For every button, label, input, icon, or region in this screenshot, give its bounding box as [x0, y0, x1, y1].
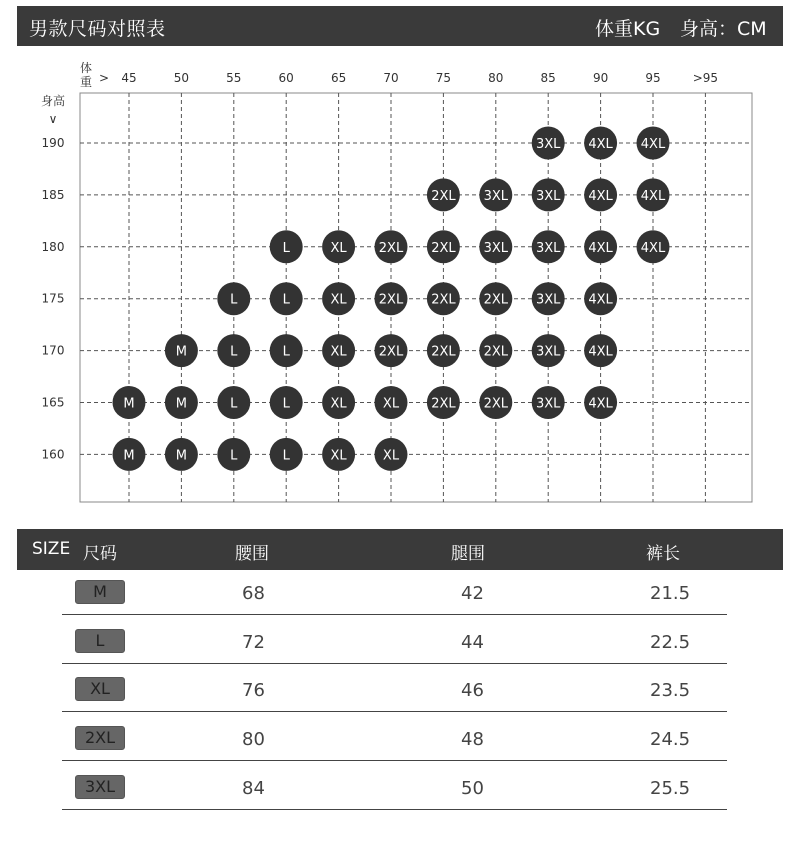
waist-value: 72 [242, 632, 265, 653]
size-badge-label: XL [330, 240, 347, 256]
thigh-value: 50 [461, 778, 484, 799]
size-chip: 3XL [75, 775, 125, 799]
weight-axis-marker: > [98, 71, 110, 85]
header-size-cn: 尺码 [83, 544, 117, 564]
size-badge [322, 230, 355, 263]
size-badge-label: 3XL [483, 240, 509, 256]
height-unit-label: 身高：CM [680, 18, 767, 40]
size-badge [165, 334, 198, 367]
size-badge [532, 334, 565, 367]
size-badge [217, 386, 250, 419]
height-tick-label: 165 [41, 395, 65, 410]
size-badge [270, 230, 303, 263]
weight-tick-label: 95 [645, 71, 661, 85]
size-badge [427, 334, 460, 367]
height-tick-label: 175 [41, 291, 65, 306]
size-badge [479, 282, 512, 315]
size-badge [322, 282, 355, 315]
size-badge-label: L [282, 292, 290, 308]
height-axis-label: 身高 [40, 94, 66, 108]
waist-value: 80 [242, 729, 265, 750]
table-row [62, 663, 727, 712]
size-badge [532, 127, 565, 160]
header-size: SIZE [32, 539, 71, 559]
length-value: 23.5 [650, 680, 691, 701]
size-chip: XL [75, 677, 125, 701]
table-row [62, 615, 727, 664]
size-badge-label: 3XL [535, 292, 561, 308]
size-table-header [17, 529, 783, 570]
size-badge-label: 2XL [378, 240, 404, 256]
size-badge-label: L [282, 396, 290, 412]
size-badge-label: L [282, 344, 290, 360]
size-badge-label: XL [330, 396, 347, 412]
size-badge-label: 2XL [431, 240, 456, 256]
size-badge [322, 386, 355, 419]
size-badge [427, 282, 460, 315]
size-badge [584, 178, 617, 211]
weight-tick-label: 75 [435, 71, 452, 85]
size-badge-label: L [230, 292, 238, 308]
size-badge [113, 386, 146, 419]
size-badge-label: M [175, 396, 188, 412]
size-badge-label: 3XL [535, 240, 561, 256]
height-tick-label: 190 [41, 136, 65, 150]
size-badge-label: XL [330, 344, 347, 360]
height-axis-marker: ∨ [48, 112, 58, 126]
size-badge-label: 3XL [535, 137, 561, 152]
title-bar [17, 6, 783, 46]
size-badge [217, 438, 250, 471]
size-badge [427, 230, 460, 263]
size-badge [270, 386, 303, 419]
size-badge-label: 4XL [640, 188, 666, 204]
size-badge-label: 2XL [378, 344, 404, 360]
size-badge-label: 4XL [588, 292, 613, 308]
size-badge-label: 3XL [535, 396, 561, 412]
size-badge-label: 3XL [535, 188, 561, 204]
size-badge-label: L [282, 448, 290, 464]
size-badge [375, 282, 408, 315]
size-badge [322, 334, 355, 367]
thigh-value: 44 [461, 632, 484, 653]
size-badge-label: L [230, 448, 238, 464]
height-tick-label: 185 [41, 187, 65, 202]
size-badge-label: 3XL [535, 344, 561, 360]
size-badge [479, 230, 512, 263]
weight-tick-label: >95 [692, 71, 719, 85]
size-badge [427, 386, 460, 419]
header-waist: 腰围 [235, 544, 269, 564]
length-value: 24.5 [650, 729, 691, 750]
size-badge [532, 178, 565, 211]
size-badge-label: 2XL [431, 292, 456, 308]
height-tick-label: 170 [41, 343, 65, 358]
length-value: 25.5 [650, 778, 691, 799]
size-badge-label: 2XL [483, 344, 509, 360]
weight-axis-label: 重 [79, 75, 93, 89]
size-badge [584, 282, 617, 315]
table-row [62, 566, 727, 615]
thigh-value: 46 [461, 680, 484, 701]
size-badge [375, 230, 408, 263]
size-badge-label: XL [330, 448, 347, 464]
size-chip: 2XL [75, 726, 125, 750]
header-thigh: 腿围 [451, 544, 485, 564]
length-value: 21.5 [650, 583, 691, 604]
size-badge-label: 4XL [588, 240, 613, 256]
size-badge [165, 386, 198, 419]
size-badge [637, 127, 670, 160]
size-badge [375, 438, 408, 471]
size-badge-label: 2XL [483, 292, 509, 308]
size-badge-label: 4XL [588, 137, 613, 152]
size-badge-label: M [175, 344, 188, 360]
size-badge [427, 178, 460, 211]
weight-tick-label: 65 [330, 71, 347, 85]
size-badge [270, 438, 303, 471]
size-badge [479, 178, 512, 211]
size-badge-label: M [175, 448, 188, 464]
weight-tick-label: 80 [488, 71, 504, 85]
size-badge [637, 178, 670, 211]
size-badge-label: L [230, 344, 238, 360]
size-badge-label: XL [382, 396, 400, 412]
waist-value: 68 [242, 583, 265, 604]
size-badge [479, 334, 512, 367]
size-badge [532, 386, 565, 419]
size-badge-label: 2XL [378, 292, 404, 308]
weight-tick-label: 70 [383, 71, 399, 85]
size-badge [532, 282, 565, 315]
size-badge [217, 282, 250, 315]
size-badge-label: L [282, 240, 290, 256]
size-chip: M [75, 580, 125, 604]
size-badge-label: 4XL [640, 137, 666, 152]
size-badge [375, 334, 408, 367]
size-badge [113, 438, 146, 471]
table-row [62, 712, 727, 761]
size-badge [165, 438, 198, 471]
size-badge [375, 386, 408, 419]
size-chip: L [75, 629, 125, 653]
size-badge-label: 2XL [431, 188, 456, 204]
height-tick-label: 160 [41, 447, 65, 462]
size-badge-label: 4XL [588, 188, 613, 204]
weight-tick-label: 85 [540, 71, 556, 85]
header-length: 裤长 [646, 544, 680, 564]
size-badge [270, 334, 303, 367]
size-badge-label: L [230, 396, 238, 412]
weight-tick-label: 60 [278, 71, 294, 85]
weight-tick-label: 55 [226, 71, 242, 85]
height-tick-label: 180 [41, 239, 65, 254]
size-badge [479, 386, 512, 419]
table-row [62, 761, 727, 810]
size-badge-label: 2XL [431, 344, 456, 360]
waist-value: 84 [242, 778, 265, 799]
size-badge-label: M [123, 396, 135, 412]
size-badge-label: 2XL [431, 396, 456, 412]
size-badge [584, 127, 617, 160]
size-badge [532, 230, 565, 263]
size-badge [584, 230, 617, 263]
length-value: 22.5 [650, 632, 691, 653]
weight-tick-label: 45 [121, 71, 137, 85]
size-badge [584, 334, 617, 367]
weight-tick-label: 50 [173, 71, 190, 85]
size-badge-label: 4XL [588, 396, 613, 412]
size-badge [637, 230, 670, 263]
size-chart-svg [0, 50, 790, 520]
size-chart [0, 50, 790, 520]
page-title: 男款尺码对照表 [29, 18, 166, 40]
size-badge-label: XL [382, 448, 400, 464]
size-badge-label: M [123, 448, 135, 464]
size-badge-label: 4XL [588, 344, 613, 360]
size-badge-label: 4XL [640, 240, 666, 256]
thigh-value: 48 [461, 729, 484, 750]
size-badge [584, 386, 617, 419]
size-badge-label: XL [330, 292, 347, 308]
size-badge [270, 282, 303, 315]
size-badge [217, 334, 250, 367]
size-badge-label: 2XL [483, 396, 509, 412]
weight-unit-label: 体重KG [595, 18, 661, 40]
size-badge-label: 3XL [483, 188, 509, 204]
thigh-value: 42 [461, 583, 484, 604]
weight-tick-label: 90 [592, 71, 609, 85]
weight-axis-label: 体 [79, 61, 93, 75]
size-badge [322, 438, 355, 471]
waist-value: 76 [242, 680, 265, 701]
